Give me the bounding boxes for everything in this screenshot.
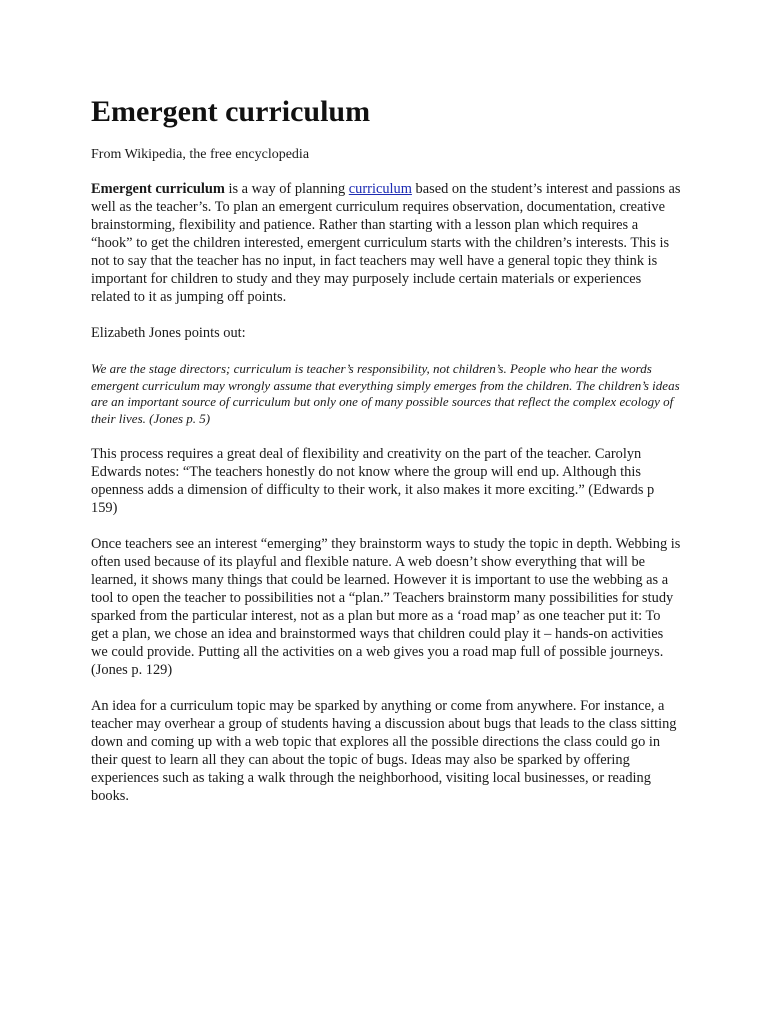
jones-quote: We are the stage directors; curriculum is teacher’s responsibility, not children’s. People who hear the words emergent curriculum may wrongly assume that everything simply emerges from the children. The children’s ideas are an important source of curriculum but only one of many possible sources that reflect the complex ecology of their lives. (Jones p. 5) — [91, 361, 680, 426]
page-title: Emergent curriculum — [91, 95, 371, 128]
ideas-paragraph: An idea for a curriculum topic may be sparked by anything or come from anywhere. For instance, a teacher may overhear a group of students having a discussion about bugs that leads to the class sitting down and coming up with a web topic that explores all the possible directions the class could go in their quest to learn all they can about the topic of bugs. Ideas may also be sparked by offering experiences such as taking a walk through the neighborhood, visiting local businesses, or reading books. — [91, 698, 677, 804]
intro-paragraph — [91, 180, 681, 306]
document-page — [91, 92, 681, 805]
source-subtitle: From Wikipedia, the free encyclopedia — [91, 147, 310, 162]
webbing-paragraph: Once teachers see an interest “emerging” they brainstorm ways to study the topic in depth. Webbing is often used because of its playful and flexible nature. A web doesn’t show everything that will be learned, it shows many things that could be learned. However it is important to use the webbing as a tool to open the teacher to possibilities not a “plan.” Teachers brainstorm many possibilities for study sparked from the particular interest, not as a plan but more as a ‘road map’ as one teacher put it: To get a plan, we chose an idea and brainstormed ways that children could play it – hands-on activities we could provide. Putting all the activities on a web gives you a road map full of possible journeys. (Jones p. 129) — [91, 536, 681, 678]
intro-text-after-link: based on the student’s interest and passions as well as the teacher’s. To plan an emergent curriculum requires observation, documentation, creative brainstorming, flexibility and patience. Rather than starting with a lesson plan which requires a “hook” to get the children interested, emergent curriculum starts with the children’s interests. This is not to say that the teacher has no input, in fact teachers may well have a general topic they think is important for children to study and they may purposely include certain materials or experiences related to it as jumping off points. — [91, 181, 681, 305]
flexibility-paragraph: This process requires a great deal of flexibility and creativity on the part of the teacher. Carolyn Edwards notes: “The teachers honestly do not know where the group will end up. Although this openness adds a dimension of difficulty to their work, it also makes it more exciting.” (Edwards p 159) — [91, 446, 655, 516]
jones-intro-paragraph: Elizabeth Jones points out: — [91, 325, 246, 341]
intro-lead-term: Emergent curriculum — [91, 181, 225, 197]
curriculum-link[interactable]: curriculum — [348, 181, 412, 197]
intro-text-before-link: is a way of planning — [224, 181, 349, 197]
